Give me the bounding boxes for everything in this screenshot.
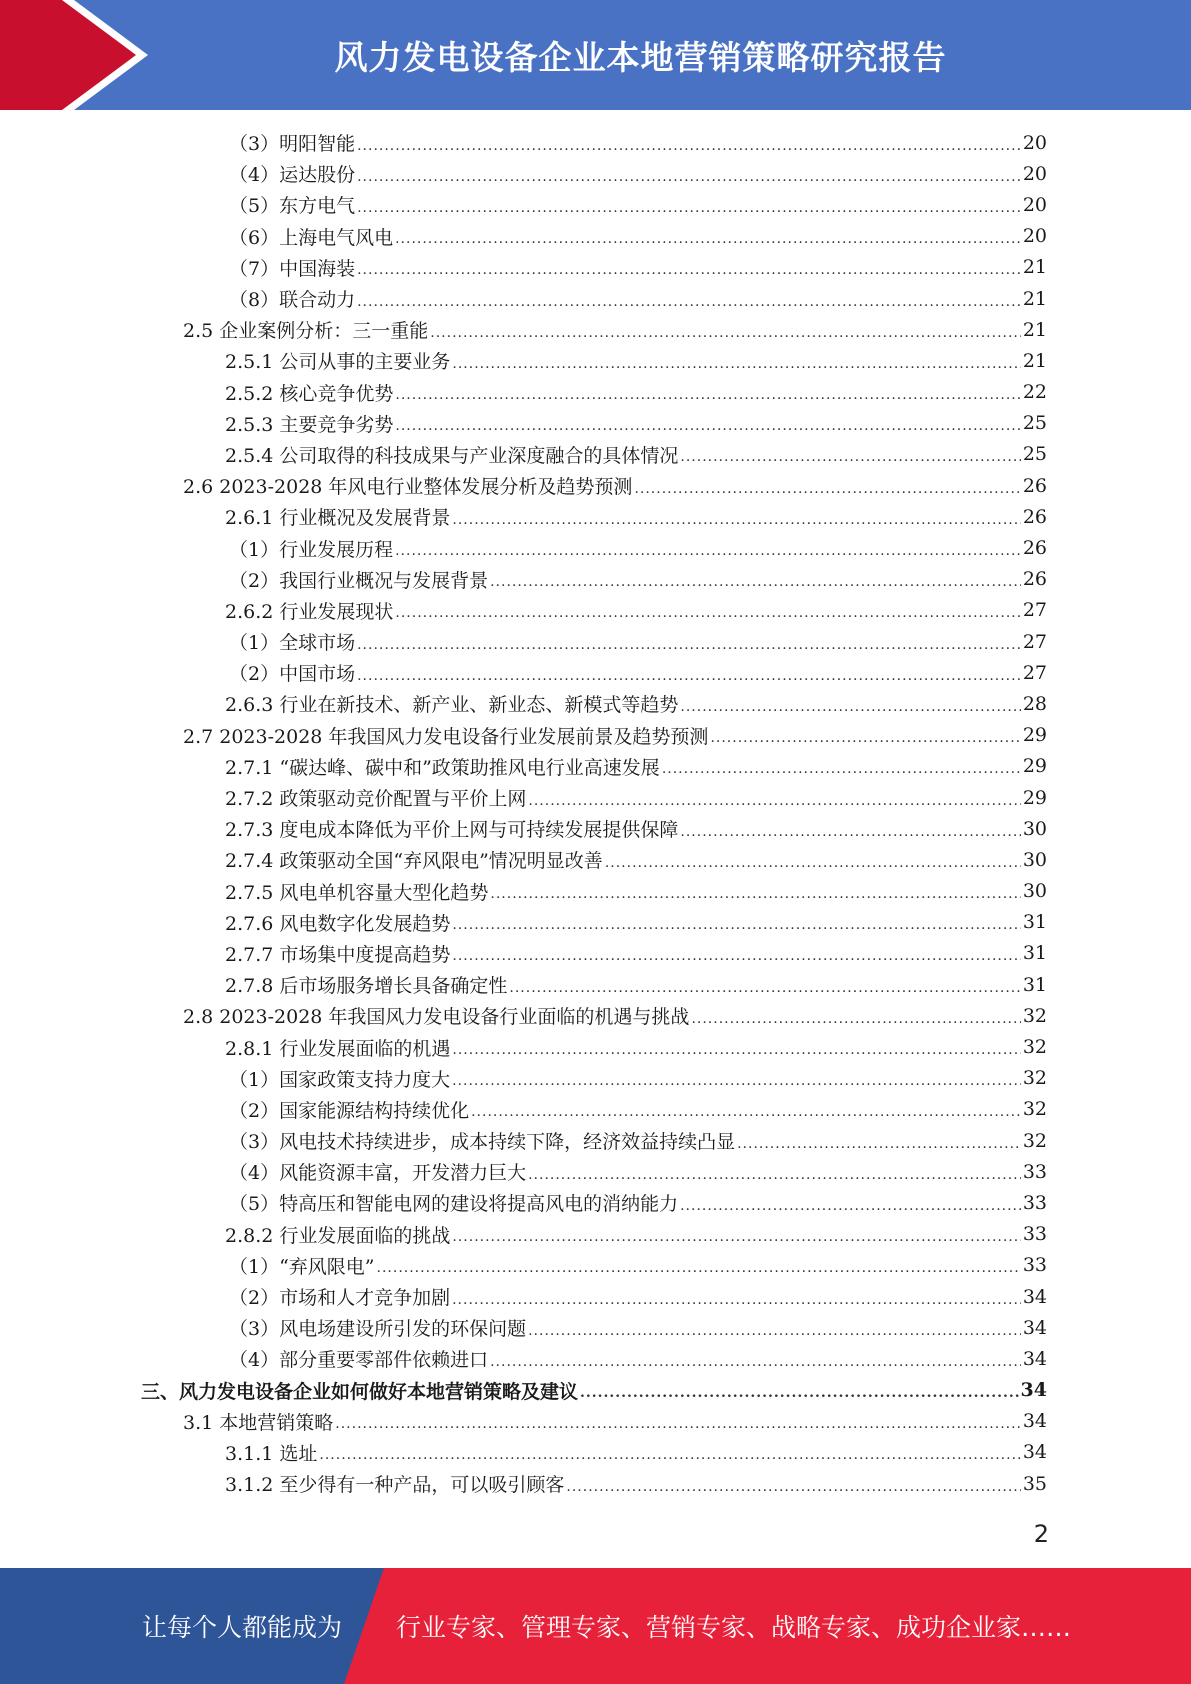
toc-entry-title: 2.7.1 “碳达峰、碳中和”政策助推风电行业高速发展 [225, 756, 660, 779]
toc-dot-leader [452, 1042, 1020, 1058]
toc-entry[interactable] [0, 532, 1191, 563]
toc-entry[interactable] [0, 189, 1191, 220]
toc-dot-leader [452, 1292, 1021, 1308]
page-number: 2 [1033, 1520, 1049, 1548]
toc-entry[interactable] [0, 1406, 1191, 1437]
toc-entry-title: 2.7.2 政策驱动竞价配置与平价上网 [225, 788, 527, 811]
toc-entry-page: 27 [1022, 630, 1047, 653]
toc-entry-page: 29 [1022, 724, 1047, 747]
toc-entry[interactable] [0, 751, 1191, 782]
toc-dot-leader [395, 605, 1020, 621]
toc-dot-leader [471, 1104, 1021, 1120]
toc-entry-title: 3.1.1 选址 [225, 1442, 318, 1465]
toc-entry-page: 29 [1022, 786, 1047, 809]
header-chevron-icon [0, 0, 160, 110]
toc-entry[interactable] [0, 876, 1191, 907]
toc-entry[interactable] [0, 844, 1191, 875]
toc-dot-leader [490, 1354, 1021, 1370]
table-of-contents [0, 127, 1191, 1499]
toc-entry-title: 2.8.1 行业发展面临的机遇 [225, 1037, 451, 1060]
toc-entry-title: 2.5.1 公司从事的主要业务 [225, 351, 451, 374]
toc-entry-page: 26 [1022, 537, 1047, 560]
toc-dot-leader [357, 668, 1021, 684]
toc-dot-leader [452, 356, 1020, 372]
toc-entry[interactable] [0, 1281, 1191, 1312]
toc-dot-leader [634, 481, 1020, 497]
toc-entry-page: 33 [1022, 1254, 1047, 1277]
toc-entry[interactable] [0, 127, 1191, 158]
toc-dot-leader [357, 637, 1021, 653]
report-title: 风力发电设备企业本地营销策略研究报告 [334, 37, 947, 77]
toc-dot-leader [710, 730, 1020, 746]
toc-dot-leader [357, 262, 1021, 278]
toc-entry[interactable] [0, 1031, 1191, 1062]
toc-entry[interactable] [0, 1094, 1191, 1125]
toc-dot-leader [357, 138, 1021, 154]
page-header [0, 0, 1191, 110]
toc-entry-title: （2）中国市场 [229, 663, 356, 686]
toc-entry-page: 25 [1022, 443, 1047, 466]
toc-entry[interactable] [0, 1437, 1191, 1468]
toc-entry-title: （3）明阳智能 [229, 133, 356, 156]
toc-entry[interactable] [0, 470, 1191, 501]
toc-entry-page: 30 [1022, 848, 1047, 871]
toc-dot-leader [680, 699, 1020, 715]
toc-entry-page: 35 [1022, 1472, 1047, 1495]
toc-entry-page: 31 [1022, 942, 1047, 965]
toc-entry-page: 33 [1022, 1223, 1047, 1246]
footer-slogan-left: 让每个人都能成为 [142, 1613, 343, 1642]
toc-entry-title: 2.7.7 市场集中度提高趋势 [225, 943, 451, 966]
toc-entry-title: （5）特高压和智能电网的建设将提高风电的消纳能力 [229, 1193, 679, 1216]
toc-entry-title: （2）国家能源结构持续优化 [229, 1099, 470, 1122]
toc-entry-page: 20 [1022, 162, 1047, 185]
toc-entry[interactable] [0, 626, 1191, 657]
toc-entry-title: 2.5 企业案例分析：三一重能 [183, 320, 429, 343]
toc-entry-title: 三、风力发电设备企业如何做好本地营销策略及建议 [141, 1380, 579, 1403]
toc-entry-title: 2.7.6 风电数字化发展趋势 [225, 912, 451, 935]
toc-entry-title: （1）“弃风限电” [229, 1255, 375, 1278]
toc-dot-leader [490, 886, 1020, 902]
toc-dot-leader [452, 1229, 1020, 1245]
toc-entry[interactable] [0, 688, 1191, 719]
toc-dot-leader [490, 574, 1021, 590]
toc-entry-page: 27 [1022, 661, 1047, 684]
toc-entry-page: 34 [1022, 1410, 1047, 1433]
toc-entry[interactable] [0, 720, 1191, 751]
toc-entry[interactable] [0, 969, 1191, 1000]
toc-entry-page: 32 [1022, 1129, 1047, 1152]
toc-entry[interactable] [0, 1312, 1191, 1343]
toc-entry-page: 30 [1022, 880, 1047, 903]
toc-entry-title: （1）行业发展历程 [229, 538, 394, 561]
toc-entry[interactable] [0, 907, 1191, 938]
toc-entry-page: 26 [1022, 505, 1047, 528]
toc-entry-page: 34 [1022, 1441, 1047, 1464]
toc-entry-page: 34 [1022, 1285, 1047, 1308]
toc-dot-leader [528, 1167, 1021, 1183]
toc-entry-title: 2.6.3 行业在新技术、新产业、新业态、新模式等趋势 [225, 694, 679, 717]
toc-entry-title: （7）中国海装 [229, 257, 356, 280]
toc-entry-title: 3.1 本地营销策略 [183, 1411, 334, 1434]
toc-entry[interactable] [0, 938, 1191, 969]
toc-entry[interactable] [0, 1250, 1191, 1281]
toc-entry-page: 29 [1022, 755, 1047, 778]
toc-entry-page: 31 [1022, 973, 1047, 996]
toc-dot-leader [335, 1416, 1021, 1432]
toc-dot-leader [662, 761, 1021, 777]
toc-entry[interactable] [0, 564, 1191, 595]
toc-entry-page: 33 [1022, 1160, 1047, 1183]
toc-entry-title: （8）联合动力 [229, 289, 356, 312]
toc-entry[interactable] [0, 595, 1191, 626]
toc-dot-leader [357, 200, 1021, 216]
toc-entry-page: 21 [1022, 318, 1047, 341]
toc-entry-page: 21 [1022, 287, 1047, 310]
toc-entry-page: 26 [1022, 568, 1047, 591]
toc-dot-leader [691, 1011, 1020, 1027]
toc-entry-title: 2.5.4 公司取得的科技成果与产业深度融合的具体情况 [225, 444, 679, 467]
toc-dot-leader [605, 855, 1021, 871]
toc-entry-page: 22 [1022, 381, 1047, 404]
toc-entry-title: 2.7.3 度电成本降低为平价上网与可持续发展提供保障 [225, 819, 679, 842]
toc-entry-title: 2.5.3 主要竞争劣势 [225, 413, 394, 436]
toc-entry-page: 32 [1022, 1067, 1047, 1090]
toc-entry-page: 34 [1022, 1316, 1047, 1339]
toc-dot-leader [680, 824, 1020, 840]
toc-entry-page: 21 [1022, 349, 1047, 372]
toc-entry-page: 32 [1022, 1004, 1047, 1027]
toc-entry-page: 34 [1022, 1347, 1047, 1370]
toc-entry[interactable] [0, 408, 1191, 439]
toc-entry-title: （4）部分重要零部件依赖进口 [229, 1349, 489, 1372]
toc-entry[interactable] [0, 377, 1191, 408]
toc-entry[interactable] [0, 158, 1191, 189]
toc-dot-leader [680, 1198, 1021, 1214]
toc-entry-title: （2）我国行业概况与发展背景 [229, 569, 489, 592]
toc-entry-title: （3）风电技术持续进步，成本持续下降，经济效益持续凸显 [229, 1131, 736, 1154]
toc-entry-title: （4）运达股份 [229, 164, 356, 187]
toc-entry-page: 20 [1022, 131, 1047, 154]
toc-entry-page: 32 [1022, 1036, 1047, 1059]
toc-entry-page: 31 [1022, 911, 1047, 934]
page-footer [0, 1568, 1191, 1684]
toc-dot-leader [737, 1136, 1021, 1152]
toc-entry[interactable] [0, 252, 1191, 283]
toc-entry[interactable] [0, 657, 1191, 688]
toc-entry-page: 27 [1022, 599, 1047, 622]
toc-dot-leader [452, 948, 1020, 964]
toc-entry-page: 28 [1022, 692, 1047, 715]
toc-entry-title: （4）风能资源丰富，开发潜力巨大 [229, 1162, 527, 1185]
toc-entry-title: （2）市场和人才竞争加剧 [229, 1287, 451, 1310]
toc-entry-title: （1）全球市场 [229, 632, 356, 655]
toc-dot-leader [566, 1479, 1020, 1495]
toc-entry-title: 2.7.5 风电单机容量大型化趋势 [225, 881, 489, 904]
toc-entry-title: 2.6.2 行业发展现状 [225, 600, 394, 623]
toc-entry-page: 34 [1020, 1379, 1047, 1402]
toc-entry-title: （3）风电场建设所引发的环保问题 [229, 1318, 527, 1341]
toc-dot-leader [319, 1447, 1020, 1463]
toc-entry-page: 21 [1022, 256, 1047, 279]
toc-entry-title: （5）东方电气 [229, 195, 356, 218]
toc-entry-title: 2.7.4 政策驱动全国“弃风限电”情况明显改善 [225, 850, 603, 873]
toc-dot-leader [580, 1385, 1019, 1401]
toc-dot-leader [528, 1323, 1021, 1339]
toc-entry[interactable] [0, 1063, 1191, 1094]
toc-entry-title: 3.1.2 至少得有一种产品，可以吸引顾客 [225, 1474, 565, 1497]
toc-entry-page: 30 [1022, 817, 1047, 840]
toc-entry-page: 20 [1022, 225, 1047, 248]
toc-dot-leader [452, 917, 1020, 933]
toc-entry[interactable] [0, 314, 1191, 345]
toc-dot-leader [357, 294, 1021, 310]
toc-entry[interactable] [0, 1468, 1191, 1499]
toc-entry-title: 2.7.8 后市场服务增长具备确定性 [225, 975, 508, 998]
toc-entry[interactable] [0, 813, 1191, 844]
toc-entry[interactable] [0, 1156, 1191, 1187]
toc-dot-leader [395, 231, 1021, 247]
toc-entry[interactable] [0, 501, 1191, 532]
toc-entry-page: 33 [1022, 1191, 1047, 1214]
toc-dot-leader [509, 980, 1020, 996]
toc-entry[interactable] [0, 1375, 1191, 1406]
footer-slogan-right: 行业专家、管理专家、营销专家、战略专家、成功企业家…… [396, 1613, 1072, 1642]
toc-dot-leader [395, 543, 1021, 559]
toc-dot-leader [452, 1073, 1021, 1089]
toc-entry[interactable] [0, 221, 1191, 252]
toc-dot-leader [395, 387, 1020, 403]
toc-entry[interactable] [0, 1125, 1191, 1156]
toc-entry[interactable] [0, 283, 1191, 314]
toc-dot-leader [377, 1260, 1021, 1276]
toc-entry-title: （1）国家政策支持力度大 [229, 1068, 451, 1091]
toc-entry[interactable] [0, 1000, 1191, 1031]
toc-entry-page: 26 [1022, 474, 1047, 497]
toc-dot-leader [528, 793, 1020, 809]
toc-entry[interactable] [0, 1219, 1191, 1250]
toc-entry-title: 2.7 2023-2028 年我国风力发电设备行业发展前景及趋势预测 [183, 725, 709, 748]
toc-entry-title: 2.6.1 行业概况及发展背景 [225, 507, 451, 530]
toc-entry-title: 2.8 2023-2028 年我国风力发电设备行业面临的机遇与挑战 [183, 1006, 690, 1029]
toc-entry-title: 2.8.2 行业发展面临的挑战 [225, 1224, 451, 1247]
toc-entry-title: 2.6 2023-2028 年风电行业整体发展分析及趋势预测 [183, 476, 633, 499]
toc-dot-leader [680, 449, 1020, 465]
toc-dot-leader [395, 418, 1020, 434]
toc-dot-leader [357, 169, 1021, 185]
toc-dot-leader [430, 325, 1021, 341]
toc-entry-title: （6）上海电气风电 [229, 226, 394, 249]
toc-entry[interactable] [0, 1343, 1191, 1374]
toc-entry[interactable] [0, 782, 1191, 813]
toc-entry[interactable] [0, 439, 1191, 470]
toc-entry-page: 20 [1022, 193, 1047, 216]
toc-dot-leader [452, 512, 1020, 528]
toc-entry-page: 25 [1022, 412, 1047, 435]
toc-entry[interactable] [0, 345, 1191, 376]
toc-entry-page: 32 [1022, 1098, 1047, 1121]
toc-entry[interactable] [0, 1187, 1191, 1218]
toc-entry-title: 2.5.2 核心竞争优势 [225, 382, 394, 405]
